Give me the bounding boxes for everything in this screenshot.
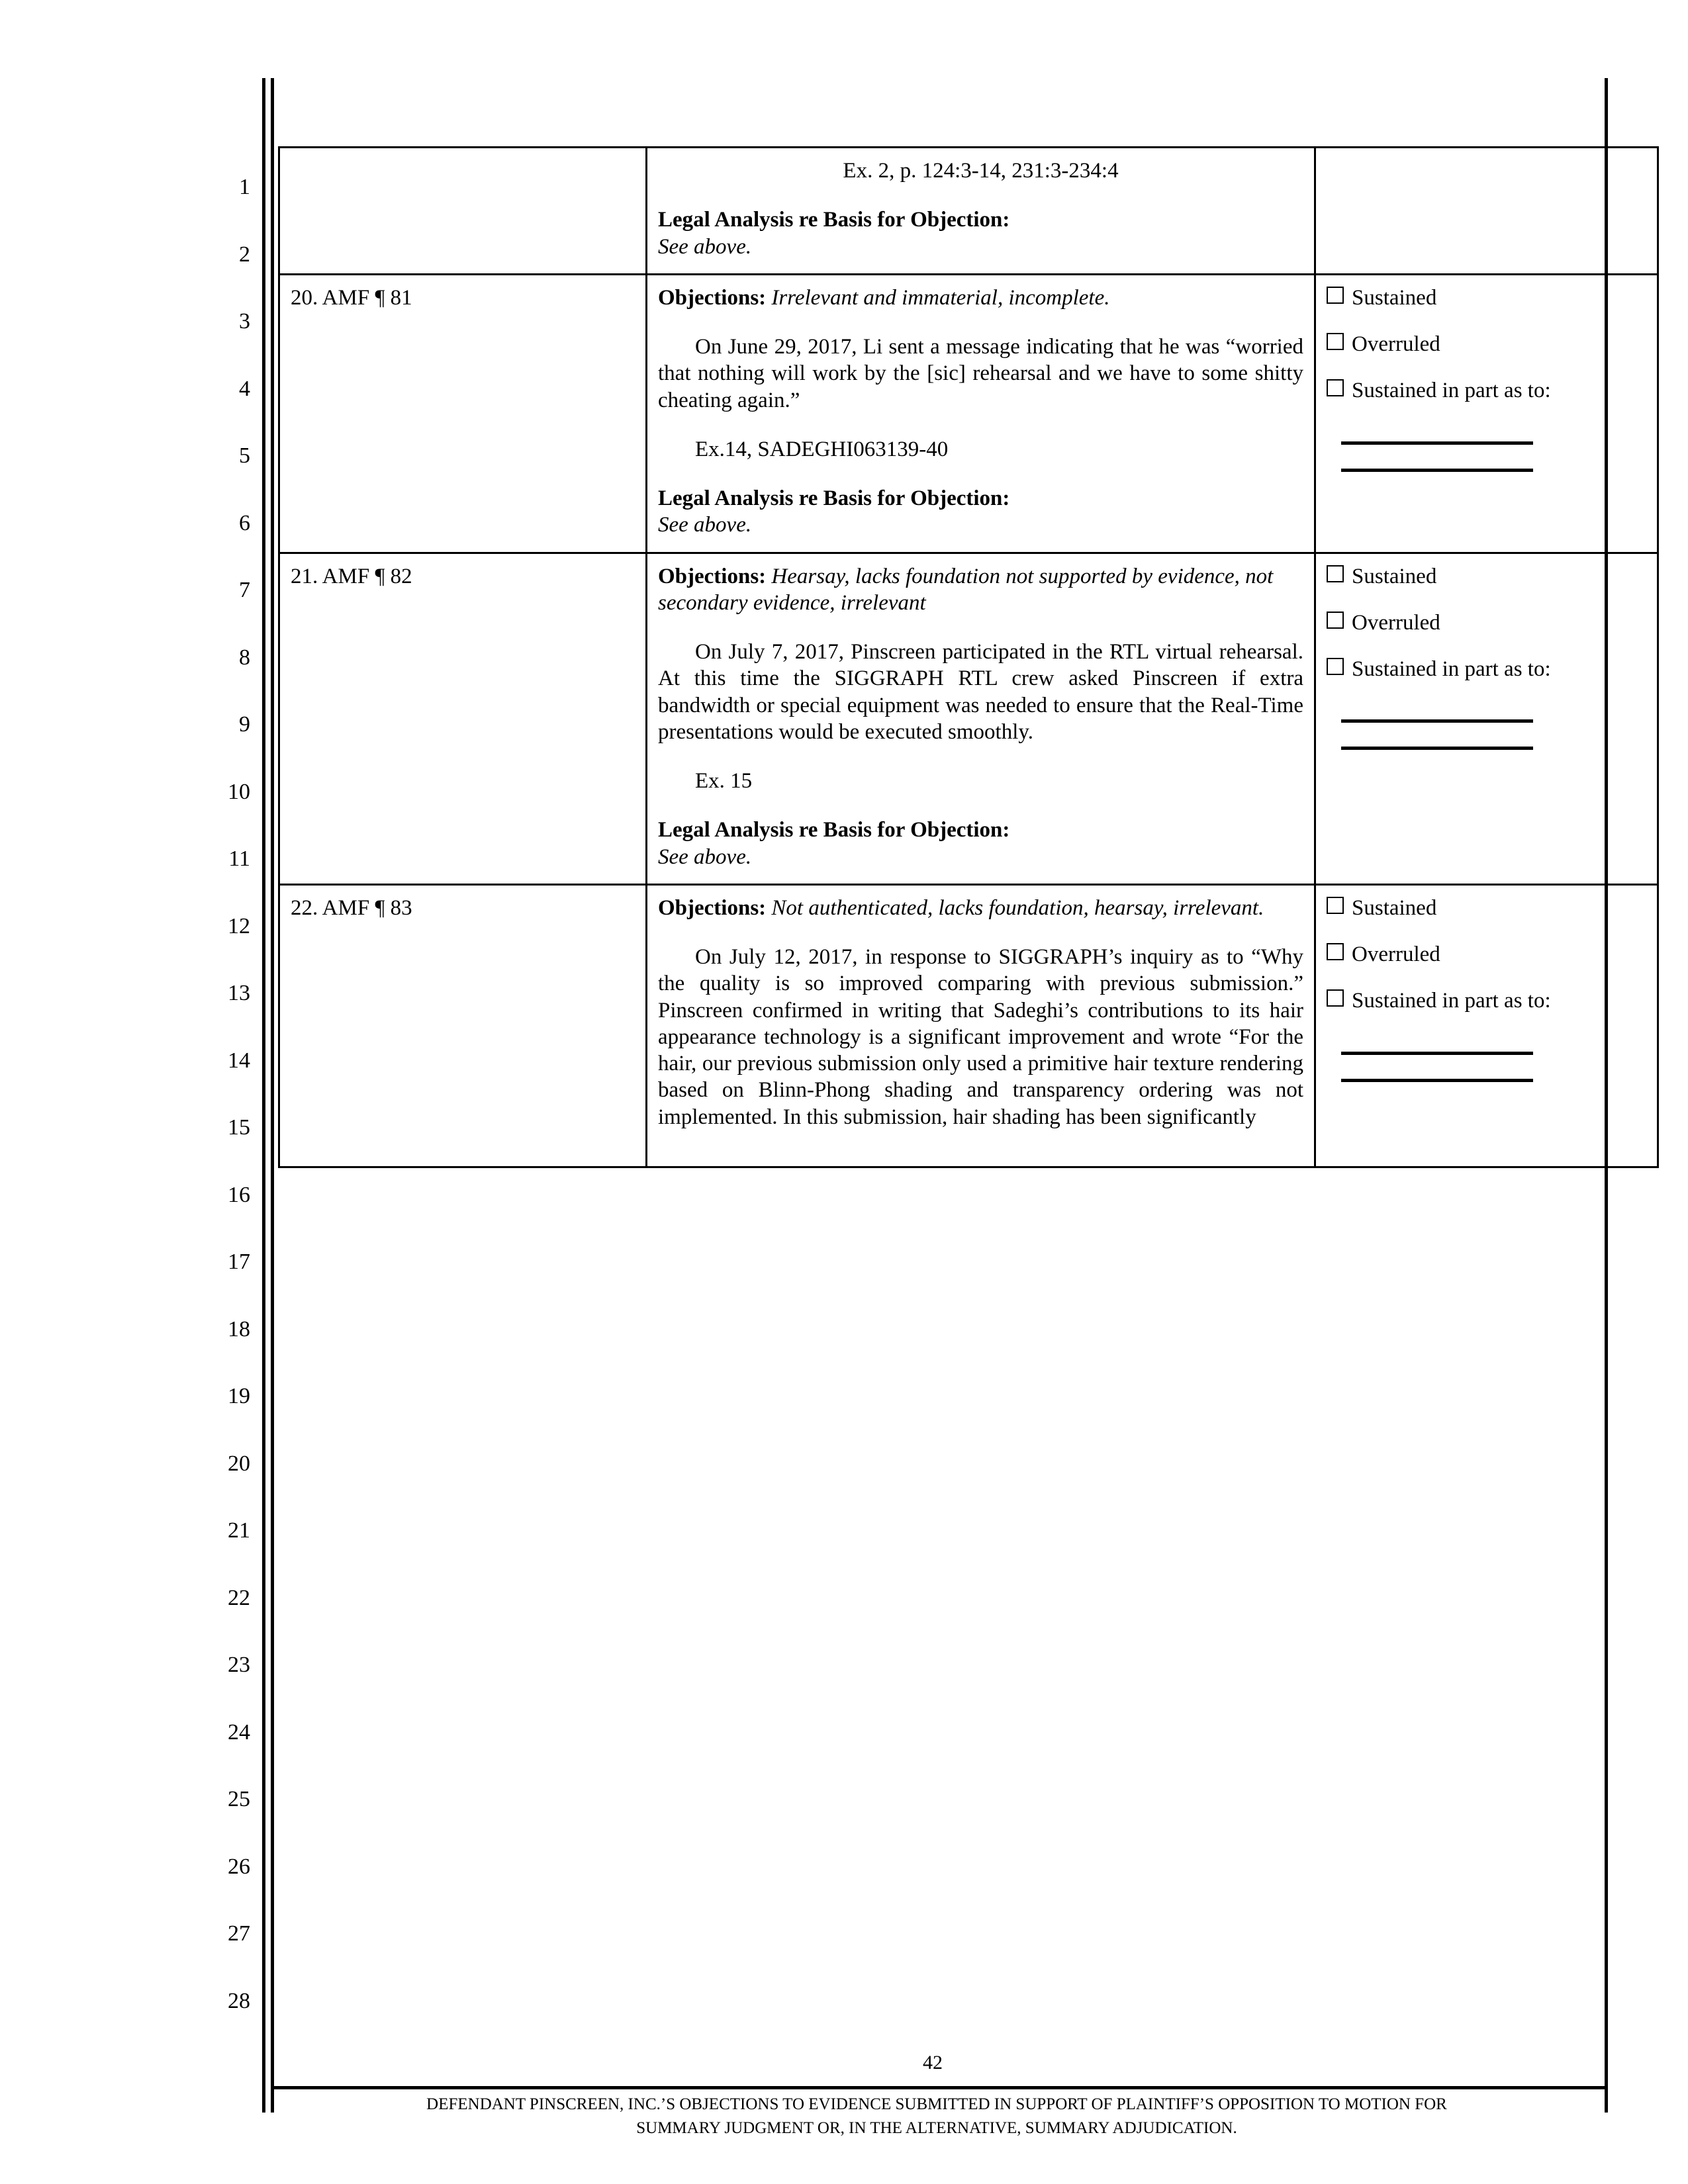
checkbox-icon[interactable] [1327,897,1344,914]
row-ruling-cell [1315,884,1658,1167]
pleading-rule-left-outer [262,78,265,2113]
ruling-option-label: Sustained [1352,285,1437,310]
ruling-blank-line[interactable] [1341,747,1533,750]
objections-label: Objections: [658,895,767,920]
footer-caption-line-2: SUMMARY JUDGMENT OR, IN THE ALTERNATIVE, SUMMARY ADJUDICATION. [636,2118,1237,2137]
line-number: 12 [228,913,250,938]
legal-analysis-heading: Legal Analysis re Basis for Objection: [658,818,1010,842]
footer-caption [278,2093,1595,2140]
ruling-option-label: Overruled [1352,942,1440,966]
line-number: 4 [239,376,250,401]
narrative-text: On July 12, 2017, in response to SIGGRAPH’s inquiry as to “Why the quality is so improved comparing with previous submission.” Pinscreen confirmed in writing that Sadeghi’s contributions to its hair appearance technology is a significant improvement and wrote “For the hair, our previous submission only used a primitive hair texture rendering based on Blinn-Phong shading and transparency ordering was not implemented. In this submission, hair shading has been significantly [658,945,1303,1129]
line-number: 21 [228,1518,250,1543]
row-reference-cell [279,553,647,884]
ruling-option-label: Sustained in part as to: [1352,657,1551,681]
exhibit-citation: Ex.14, SADEGHI063139-40 [695,437,949,461]
objections-text: Not authenticated, lacks foundation, hearsay, irrelevant. [771,895,1264,920]
row-reference-label: 21. AMF ¶ 82 [291,564,412,588]
legal-analysis-body: See above. [658,513,752,537]
row-reference-cell [279,148,647,275]
row-ruling-cell [1315,148,1658,275]
ruling-blank-line[interactable] [1341,469,1533,472]
ruling-option-sustained-in-part[interactable] [1327,987,1646,1014]
ruling-option-label: Overruled [1352,332,1440,356]
objections-line [658,895,1303,921]
line-number: 5 [239,443,250,468]
ruling-option-label: Sustained [1352,895,1437,920]
line-number: 17 [228,1250,250,1274]
line-number: 14 [228,1048,250,1073]
ruling-option-sustained[interactable] [1327,285,1646,311]
ruling-option-sustained-in-part[interactable] [1327,377,1646,404]
objections-label: Objections: [658,285,767,310]
pleading-rule-left-inner [271,78,274,2113]
line-number: 7 [239,578,250,602]
line-number: 22 [228,1585,250,1610]
objections-table [278,146,1659,1168]
ruling-option-label: Sustained [1352,564,1437,588]
row-reference-cell [279,884,647,1167]
checkbox-icon[interactable] [1327,333,1344,350]
legal-analysis-body: See above. [658,844,752,869]
checkbox-icon[interactable] [1327,379,1344,396]
line-number: 16 [228,1182,250,1207]
line-number: 15 [228,1115,250,1140]
checkbox-icon[interactable] [1327,989,1344,1007]
line-number: 1 [239,175,250,199]
line-number: 24 [228,1719,250,1745]
ruling-option-overruled[interactable] [1327,610,1646,636]
row-body-cell [647,148,1315,275]
line-number-column [199,154,250,2034]
ruling-option-sustained[interactable] [1327,895,1646,921]
row-body-cell [647,553,1315,884]
row-reference-cell [279,274,647,553]
row-reference-label: 22. AMF ¶ 83 [291,895,412,920]
narrative-text: On July 7, 2017, Pinscreen participated in the RTL virtual rehearsal. At this time the SIGGRAPH RTL crew asked Pinscreen if extra bandwidth or special equipment was needed to ensure that the Real-Time presentations would be executed smoothly. [658,640,1303,744]
legal-analysis-heading: Legal Analysis re Basis for Objection: [658,486,1010,510]
ruling-blank-line[interactable] [1341,1052,1533,1055]
ruling-option-overruled[interactable] [1327,941,1646,968]
ruling-blank-line[interactable] [1341,441,1533,445]
table-row [279,884,1658,1167]
ruling-option-sustained-in-part[interactable] [1327,656,1646,682]
ruling-option-label: Overruled [1352,610,1440,635]
exhibit-citation: Ex. 15 [695,769,753,793]
row-ruling-cell [1315,274,1658,553]
line-number: 9 [239,712,250,737]
ruling-option-label: Sustained in part as to: [1352,989,1551,1013]
narrative-text: On June 29, 2017, Li sent a message indicating that he was “worried that nothing will work by the [sic] rehearsal and we have to some shitty cheating again.” [658,335,1303,412]
line-number: 18 [228,1316,250,1342]
table-row [279,148,1658,275]
checkbox-icon[interactable] [1327,287,1344,304]
row-body-cell [647,884,1315,1167]
ruling-option-overruled[interactable] [1327,331,1646,357]
objections-label: Objections: [658,564,767,588]
line-number: 28 [228,1988,250,2013]
row-ruling-cell [1315,553,1658,884]
row-reference-label: 20. AMF ¶ 81 [291,285,412,310]
line-number: 6 [239,510,250,535]
objections-text: Hearsay, lacks foundation not supported by evidence, not secondary evidence, irrelevant [658,564,1274,615]
objections-text: Irrelevant and immaterial, incomplete. [771,285,1110,310]
footer-divider [273,2086,1606,2089]
checkbox-icon[interactable] [1327,943,1344,960]
exhibit-citation: Ex. 2, p. 124:3-14, 231:3-234:4 [843,159,1119,183]
line-number: 19 [228,1384,250,1408]
ruling-blank-line[interactable] [1341,1079,1533,1082]
line-number: 27 [228,1921,250,1946]
line-number: 26 [228,1854,250,1879]
checkbox-icon[interactable] [1327,612,1344,629]
checkbox-icon[interactable] [1327,565,1344,582]
line-number: 10 [228,779,250,804]
legal-analysis-body: See above. [658,234,752,259]
line-number: 20 [228,1451,250,1476]
line-number: 3 [239,309,250,334]
line-number: 11 [228,846,250,871]
objections-line [658,285,1303,311]
ruling-option-sustained[interactable] [1327,563,1646,590]
ruling-option-label: Sustained in part as to: [1352,379,1551,403]
legal-analysis-heading: Legal Analysis re Basis for Objection: [658,208,1010,232]
line-number: 2 [239,242,250,267]
footer-caption-line-1: DEFENDANT PINSCREEN, INC.’S OBJECTIONS TO EVIDENCE SUBMITTED IN SUPPORT OF PLAINTIFF’S OPPOSITION TO MOTION FOR [426,2095,1447,2113]
page-number: 42 [923,2052,943,2073]
table-row [279,553,1658,884]
line-number: 13 [228,981,250,1005]
checkbox-icon[interactable] [1327,658,1344,675]
ruling-blank-line[interactable] [1341,719,1533,723]
line-number: 23 [228,1653,250,1677]
table-row [279,274,1658,553]
line-number: 25 [228,1787,250,1811]
row-body-cell [647,274,1315,553]
objections-line [658,563,1303,617]
line-number: 8 [239,645,250,670]
